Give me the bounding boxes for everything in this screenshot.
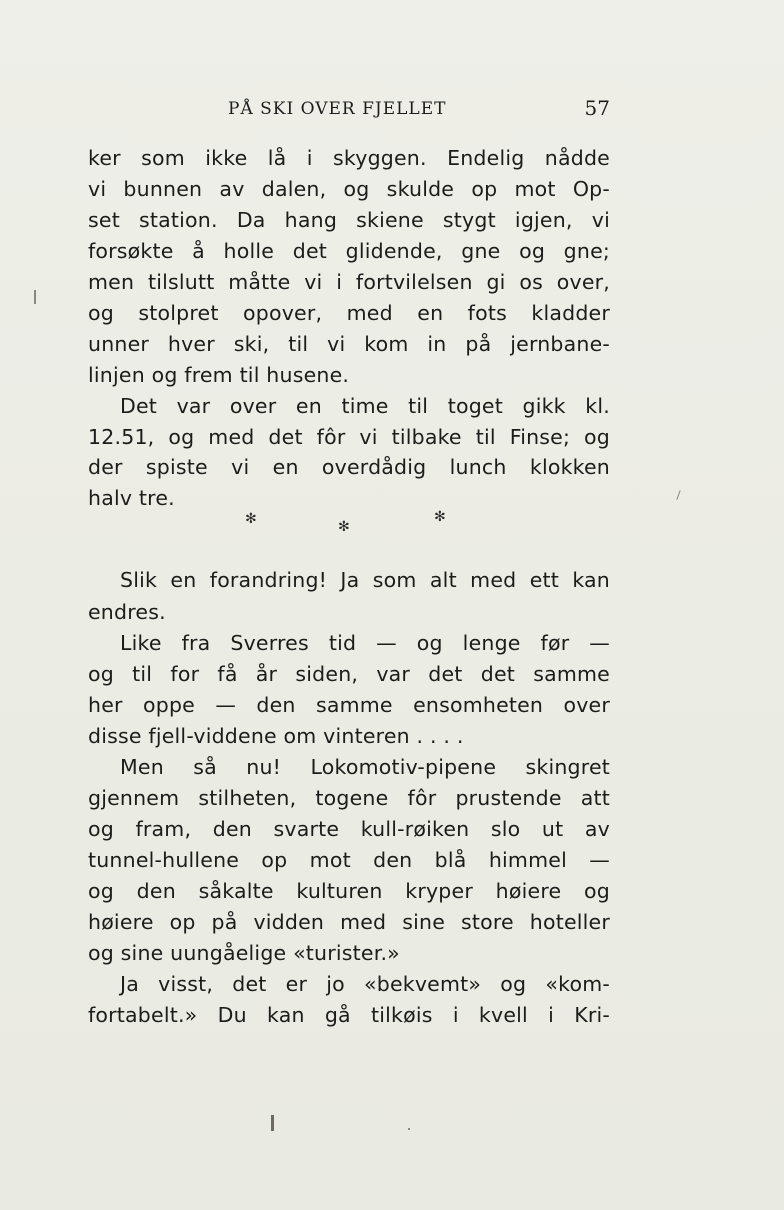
text-line: disse fjell-viddene om vinteren . . . . <box>88 724 464 748</box>
text-line: Ja visst, det er jo «bekvemt» og «kom- <box>120 972 610 996</box>
text-line: og sine uungåelige «turister.» <box>88 941 400 965</box>
paper-speck <box>408 1128 410 1130</box>
text-line: men tilslutt måtte vi i fortvilelsen gi os over, <box>88 270 610 294</box>
asterisk-ornament: ✻ <box>434 509 446 525</box>
paper-speck <box>34 290 36 304</box>
text-line: og til for få år siden, var det det samme <box>88 662 610 686</box>
text-line: og den såkalte kulturen kryper høiere og <box>88 879 610 903</box>
running-header <box>88 96 610 122</box>
text-line: Like fra Sverres tid — og lenge før — <box>120 631 610 655</box>
text-line: Men så nu! Lokomotiv-pipene skingret <box>120 755 610 779</box>
text-line: halv tre. <box>88 486 175 510</box>
text-line: her oppe — den samme ensomheten over <box>88 693 610 717</box>
text-line: og fram, den svarte kull-røiken slo ut av <box>88 817 610 841</box>
text-line: og stolpret opover, med en fots kladder <box>88 301 610 325</box>
text-line: set station. Da hang skiene stygt igjen, vi <box>88 208 610 232</box>
paper-speck <box>271 1115 274 1131</box>
text-line: unner hver ski, til vi kom in på jernbane- <box>88 332 610 356</box>
text-line: ker som ikke lå i skyggen. Endelig nådde <box>88 146 610 170</box>
text-line: tunnel-hullene op mot den blå himmel — <box>88 848 610 872</box>
asterisk-ornament: ✻ <box>245 511 257 527</box>
text-line: linjen og frem til husene. <box>88 363 350 387</box>
text-line: Det var over en time til toget gikk kl. <box>120 394 610 418</box>
text-line: forsøkte å holle det glidende, gne og gne; <box>88 239 610 263</box>
asterisk-ornament: ✻ <box>338 519 350 535</box>
text-line: høiere op på vidden med sine store hoteller <box>88 910 610 934</box>
text-line: vi bunnen av dalen, og skulde op mot Op- <box>88 177 610 201</box>
running-title: PÅ SKI OVER FJELLET <box>228 99 447 119</box>
paper-speck <box>676 490 680 500</box>
text-line: gjennem stilheten, togene fôr prustende att <box>88 786 610 810</box>
text-line: Slik en forandring! Ja som alt med ett kan <box>120 568 610 592</box>
text-line: endres. <box>88 600 166 624</box>
text-line: 12.51, og med det fôr vi tilbake til Finse; og <box>88 425 610 449</box>
page-number: 57 <box>584 96 610 120</box>
text-line: der spiste vi en overdådig lunch klokken <box>88 455 610 479</box>
text-line: fortabelt.» Du kan gå tilkøis i kvell i Kri- <box>88 1003 610 1027</box>
